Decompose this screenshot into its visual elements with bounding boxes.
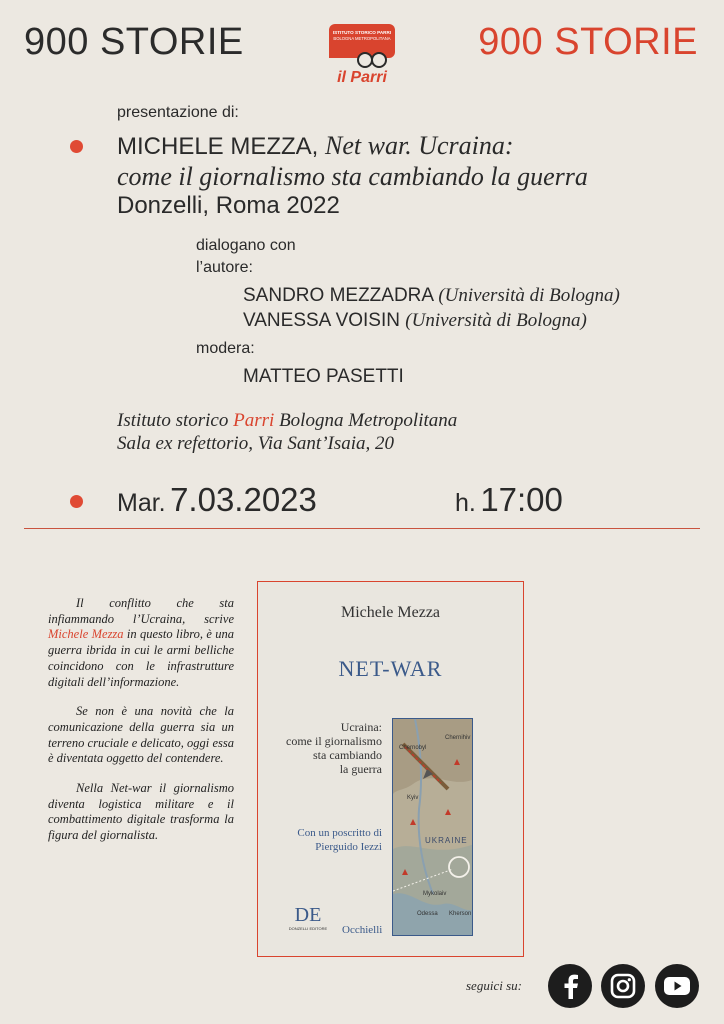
venue-address: Sala ex refettorio, Via Sant’Isaia, 20 — [117, 433, 395, 454]
dialogue-label-1: dialogano con — [196, 237, 296, 254]
venue-highlight: Parri — [233, 410, 275, 431]
blurb-paragraph-1: Il conflitto che sta infiammando l’Ucraina, scrive Michele Mezza in questo libro, è una guerra ibrida in cui le armi belliche coincidono con le infrastrutture digitali dell’informazione. — [48, 596, 234, 689]
instagram-icon[interactable] — [601, 964, 645, 1008]
svg-text:Mykolaiv: Mykolaiv — [423, 891, 447, 897]
venue-suffix: Bologna Metropolitana — [274, 410, 458, 431]
svg-text:Odessa: Odessa — [417, 911, 438, 917]
cover-series: Occhielli — [342, 924, 383, 936]
logo-line1: ISTITUTO STORICO PARRI — [332, 30, 392, 35]
day-prefix: Mar. — [117, 489, 166, 517]
cover-title: NET-WAR — [338, 656, 443, 681]
svg-text:Chernihiv: Chernihiv — [445, 735, 471, 741]
book-block — [117, 131, 697, 221]
speaker-row — [243, 283, 620, 308]
speaker-affiliation: (Università di Bologna) — [438, 285, 620, 306]
cover-subtitle: Ucraina: come il giornalismo sta cambiando la guerra — [286, 720, 382, 776]
speakers-list — [243, 283, 620, 333]
date-value: 7.03.2023 — [170, 481, 317, 518]
youtube-icon[interactable] — [655, 964, 699, 1008]
parri-logo — [327, 24, 397, 86]
svg-text:Kherson: Kherson — [449, 911, 472, 917]
event-date — [117, 480, 317, 527]
time-value: 17:00 — [480, 481, 563, 518]
cover-author: Michele Mezza — [340, 604, 441, 621]
social-label: seguici su: — [466, 978, 522, 993]
publisher-name: DONZELLI EDITORE — [288, 926, 328, 931]
intro-label: presentazione di: — [117, 104, 239, 121]
svg-text:Kyiv: Kyiv — [407, 795, 419, 801]
book-cover — [257, 581, 524, 957]
venue-prefix: Istituto storico — [117, 410, 234, 431]
bullet-dot — [70, 140, 83, 153]
speaker-affiliation: (Università di Bologna) — [405, 310, 587, 331]
moderator-name: MATTEO PASETTI — [243, 366, 404, 387]
moderator-label: modera: — [196, 340, 255, 357]
cover-map-image — [392, 718, 473, 936]
series-title-right: 900 STORIE — [478, 21, 698, 63]
logo-line2: BOLOGNA METROPOLITANA — [333, 36, 391, 41]
venue — [117, 409, 457, 455]
event-time — [455, 480, 563, 527]
svg-text:Chernobyl: Chernobyl — [399, 745, 427, 751]
blurb-paragraph-3: Nella Net-war il giornalismo diventa logistica militare e il combattimento digitale trasforma la figura del giornalista. — [48, 781, 234, 843]
book-title-line2: come il giornalismo sta cambiando la guerra — [117, 162, 588, 191]
speaker-row — [243, 308, 620, 333]
blurb-author-name: Michele Mezza — [48, 627, 124, 642]
book-title-line1: Net war. Ucraina: — [325, 131, 514, 160]
publisher: Donzelli, Roma 2022 — [117, 192, 340, 219]
speaker-name: SANDRO MEZZADRA — [243, 285, 434, 306]
author-name: MICHELE MEZZA, — [117, 133, 319, 160]
facebook-icon[interactable] — [548, 964, 592, 1008]
logo-word: il Parri — [337, 69, 387, 86]
cover-postscript: Con un poscritto di Pierguido Iezzi — [297, 827, 382, 853]
svg-text:UKRAINE: UKRAINE — [425, 836, 468, 845]
bullet-dot — [70, 495, 83, 508]
book-blurb — [48, 596, 234, 858]
series-title-left: 900 STORIE — [24, 21, 244, 63]
blurb-paragraph-2: Se non è una novità che la comunicazione della guerra sia un terreno cruciale e delicato, oggi essa è diventata oggetto del contendere. — [48, 704, 234, 766]
dialogue-label-2: l’autore: — [196, 259, 253, 276]
time-prefix: h. — [455, 489, 476, 517]
publisher-mark-letters: DE — [294, 904, 322, 926]
divider-rule — [24, 528, 700, 529]
dialogue-label — [196, 235, 296, 279]
speaker-name: VANESSA VOISIN — [243, 310, 400, 331]
publisher-mark — [288, 904, 328, 931]
